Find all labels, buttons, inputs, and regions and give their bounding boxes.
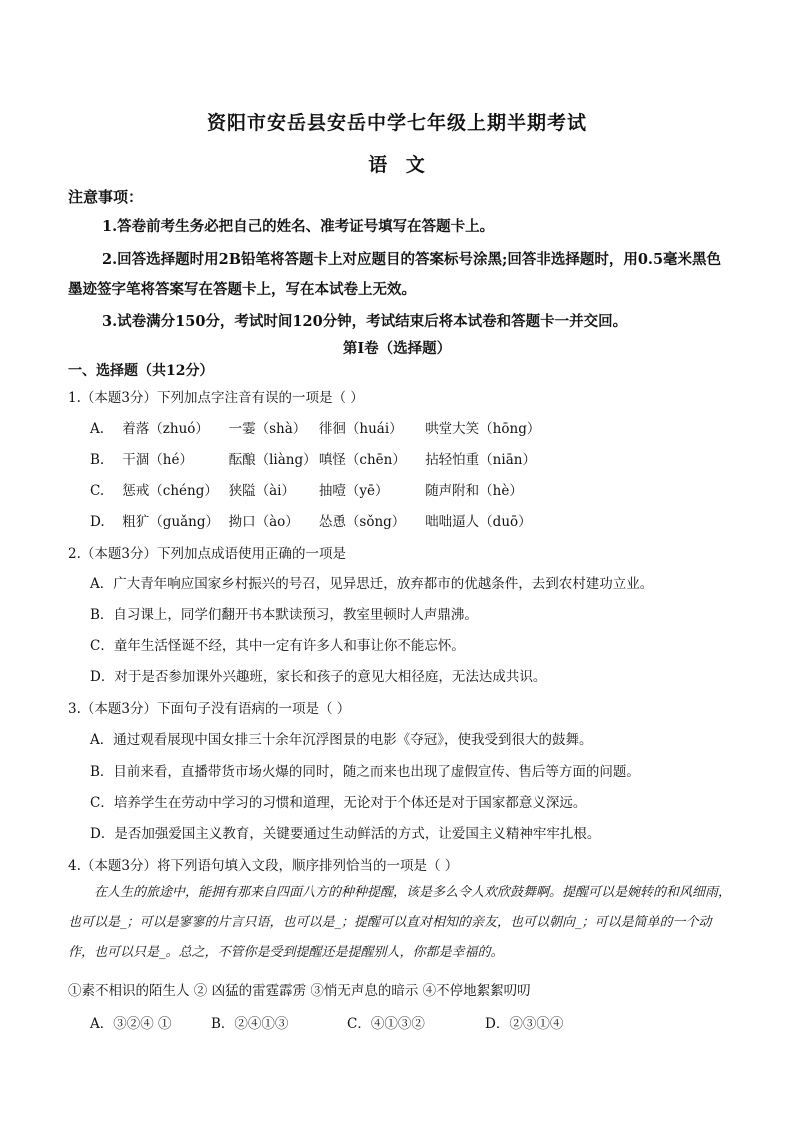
q3-option-d: D．是否加强爱国主义教育，关键要通过生动鲜活的方式，让爱国主义精神牢牢扎根。 bbox=[90, 826, 601, 842]
notice-item-3: 3.试卷满分150分，考试时间120分钟，考试结束后将本试卷和答题卡一并交回。 bbox=[102, 313, 628, 330]
notice-heading: 注意事项： bbox=[68, 188, 144, 206]
q1-item: 一霎（shà） bbox=[228, 421, 307, 437]
q2-option-d: D．对于是否参加课外兴趣班，家长和孩子的意见大相径庭，无法达成共识。 bbox=[90, 669, 547, 685]
q1-item: 拗口（ào） bbox=[228, 514, 299, 530]
q1-row-d bbox=[90, 510, 532, 530]
exam-title: 资阳市安岳县安岳中学七年级上期半期考试 bbox=[206, 112, 587, 134]
q1-row-a bbox=[90, 417, 540, 437]
q3-option-c: C．培养学生在劳动中学习的习惯和道理，无论对于个体还是对于国家都意义深远。 bbox=[90, 795, 587, 811]
q3-option-b: B．目前来看，直播带货市场火爆的同时，随之而来也出现了虚假宣传、售后等方面的问题。 bbox=[90, 764, 640, 780]
subject-title: 语 文 bbox=[368, 154, 426, 176]
q1-item: 怂恿（sǒng） bbox=[318, 514, 406, 530]
question-2-stem: 2.（本题3分）下列加点成语使用正确的一项是 bbox=[68, 546, 346, 562]
q4-choices: ①素不相识的陌生人 ② 凶猛的雷霆霹雳 ③悄无声息的暗示 ④不停地絮絮叨叨 bbox=[68, 983, 531, 999]
q3-option-a: A．通过观看展现中国女排三十余年沉浮图景的电影《夺冠》，使我受到很大的鼓舞。 bbox=[90, 732, 593, 748]
q4-answer-d: D．②③①④ bbox=[485, 1016, 564, 1032]
q1-item: 干涸（hé） bbox=[122, 452, 193, 468]
q2-option-c: C．童年生活怪诞不经，其中一定有许多人和事让你不能忘怀。 bbox=[90, 638, 465, 654]
q1-row-label: D. bbox=[90, 514, 105, 530]
q4-answer-c: C．④①③② bbox=[347, 1016, 425, 1032]
q1-item: 拈轻怕重（niān） bbox=[425, 452, 536, 468]
q1-item: 咄咄逼人（duō） bbox=[425, 514, 532, 530]
q1-item: 嗔怪（chēn） bbox=[318, 452, 406, 468]
q1-item: 抽噎（yē） bbox=[318, 483, 389, 499]
notice-item-2: 2.回答选择题时用2B铅笔将答题卡上对应题目的答案标号涂黑;回答非选择题时，用0.5毫米黑色墨迹签字笔将答案写在答题卡上，写在本试卷上无效。 bbox=[68, 251, 722, 298]
q4-passage: 在人生的旅途中，能拥有那来自四面八方的种种提醒，该是多么令人欢欣鼓舞啊。提醒可以是婉转的和风细雨，也可以是_；可以是寥寥的片言只语，也可以是_；提醒可以直对相知的亲友，也可以朝向_；可以是简单的一个动作，也可以只是_。总之，不管你是受到提醒还是提醒别人，你都是幸福的。 bbox=[68, 885, 732, 960]
q2-option-b: B．自习课上，同学们翻开书本默读预习，教室里顿时人声鼎沸。 bbox=[90, 607, 478, 623]
question-1-stem: 1.（本题3分）下列加点字注音有误的一项是（ ） bbox=[68, 390, 364, 406]
q2-option-a: A．广大青年响应国家乡村振兴的号召，见异思迁，放弃都市的优越条件，去到农村建功立业。 bbox=[90, 576, 654, 592]
q1-item: 徘徊（huái） bbox=[318, 421, 403, 437]
q1-item: 狭隘（ài） bbox=[228, 483, 295, 499]
q1-item: 哄堂大笑（hōng） bbox=[425, 421, 541, 437]
q1-item: 着落（zhuó） bbox=[122, 421, 209, 437]
q4-answer-a: A．③②④ ① bbox=[90, 1016, 172, 1032]
q1-row-c bbox=[90, 479, 523, 499]
q1-item: 酝酿（liàng） bbox=[228, 452, 317, 468]
q1-row-label: C. bbox=[90, 483, 105, 499]
q1-item: 随声附和（hè） bbox=[425, 483, 523, 499]
q1-row-label: A. bbox=[90, 421, 105, 437]
notice-item-1: 1.答卷前考生务必把自己的姓名、准考证号填写在答题卡上。 bbox=[102, 218, 495, 235]
question-4-stem: 4.（本题3分）将下列语句填入文段，顺序排列恰当的一项是（ ） bbox=[68, 858, 459, 874]
part-heading: 一、选择题（共12分） bbox=[68, 363, 214, 379]
q4-answer-b: B．②④①③ bbox=[211, 1016, 289, 1032]
q1-row-b bbox=[90, 448, 536, 468]
q1-row-label: B. bbox=[90, 452, 105, 468]
question-3-stem: 3.（本题3分）下面句子没有语病的一项是（ ） bbox=[68, 701, 351, 717]
q1-item: 惩戒（chéng） bbox=[122, 483, 218, 499]
q1-item: 粗犷（guǎng） bbox=[122, 514, 220, 530]
section-title: 第Ⅰ卷（选择题） bbox=[342, 340, 452, 357]
